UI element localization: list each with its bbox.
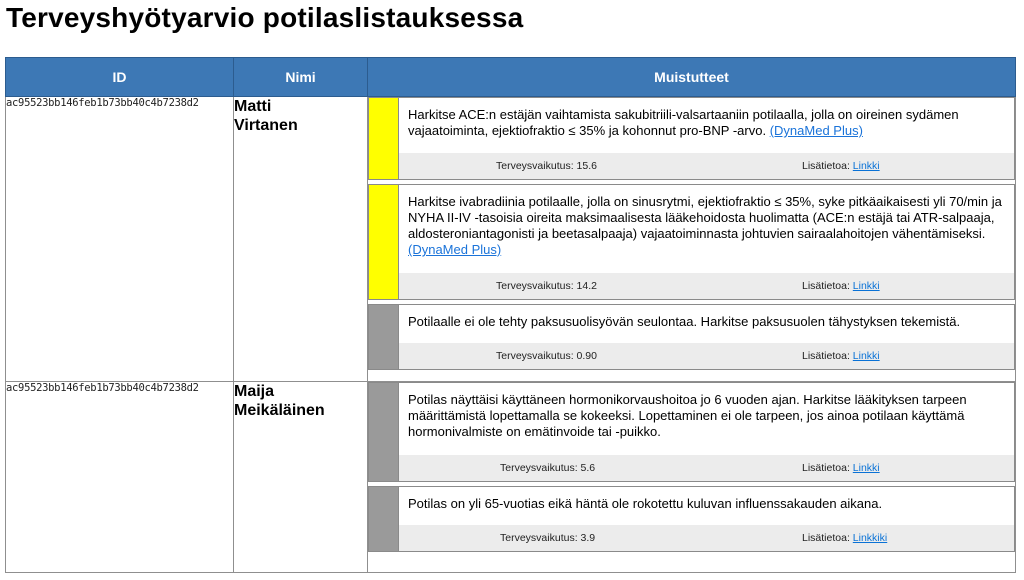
table-row <box>6 97 1016 382</box>
info-label <box>802 350 880 362</box>
patient-last-name: Virtanen <box>234 117 298 134</box>
info-link[interactable]: Linkki <box>852 462 880 474</box>
source-link[interactable]: (DynaMed Plus) <box>769 123 863 138</box>
patient-first-name: Matti <box>234 98 272 115</box>
priority-bar <box>369 185 399 299</box>
info-label <box>802 280 880 292</box>
page-title: Terveyshyötyarvio potilaslistauksessa <box>6 2 524 33</box>
info-label-text: Lisätietoa: <box>802 462 850 474</box>
info-link[interactable]: Linkki <box>852 350 880 362</box>
header-id: ID <box>6 58 234 97</box>
header-notes: Muistutteet <box>368 58 1016 97</box>
info-label-text: Lisätietoa: <box>802 160 850 172</box>
reminder-card <box>368 304 1015 370</box>
health-impact: Terveysvaikutus: 3.9 <box>500 532 596 544</box>
source-link[interactable]: (DynaMed Plus) <box>408 242 502 257</box>
header-name: Nimi <box>234 58 368 97</box>
reminder-body: Harkitse ACE:n estäjän vaihtamista sakubitriili-valsartaaniin potilaalla, jolla on oireinen sydämen vajaatoiminta, ejektiofraktio ≤ 35% ja kohonnut pro-BNP -arvo. <box>408 107 959 138</box>
reminder-card <box>368 97 1015 180</box>
patient-name <box>234 97 368 382</box>
priority-bar <box>369 98 399 179</box>
patient-id: ac95523bb146feb1b73bb40c4b7238d2 <box>6 97 234 382</box>
health-impact: Terveysvaikutus: 0.90 <box>496 350 597 362</box>
patient-last-name: Meikäläinen <box>234 402 325 419</box>
patient-id: ac95523bb146feb1b73bb40c4b7238d2 <box>6 382 234 573</box>
info-label <box>802 532 887 544</box>
info-label-text: Lisätietoa: <box>802 532 850 544</box>
table-row <box>6 382 1016 573</box>
table-header-row <box>6 58 1016 97</box>
reminder-card <box>368 184 1015 300</box>
reminder-footer <box>399 153 1014 179</box>
reminder-text <box>399 487 1014 525</box>
health-impact: Terveysvaikutus: 14.2 <box>496 280 597 292</box>
patient-name <box>234 382 368 573</box>
reminder-body: Potilas on yli 65-vuotias eikä häntä ole rokotettu kuluvan influenssakauden aikana. <box>408 496 883 511</box>
reminder-text <box>399 305 1014 343</box>
reminder-text <box>399 98 1014 153</box>
reminders-cell <box>368 97 1016 382</box>
reminder-card <box>368 382 1015 482</box>
reminder-footer <box>399 343 1014 369</box>
reminder-card <box>368 486 1015 552</box>
info-link[interactable]: Linkki <box>852 160 880 172</box>
reminders-cell <box>368 382 1016 573</box>
reminder-body: Harkitse ivabradiinia potilaalle, jolla on sinusrytmi, ejektiofraktio ≤ 35%, syke pitkäaikaisesti yli 70/min ja NYHA II-IV -tasoisia oireita maksimaalisesta lääkehoidosta huolimatta (ACE:n estäjä tai ATR-salpaaja, aldosteroniantagonisti ja beetasalpaaja) vajaatoiminnasta johtuvien sairaalahoitojen vähentämiseksi. <box>408 194 1002 241</box>
reminder-text <box>399 185 1014 273</box>
reminder-body: Potilas näyttäisi käyttäneen hormonikorvaushoitoa jo 6 vuoden ajan. Harkitse lääkityksen tarpeen määrittämistä lopettamalla se kokeeksi. Lopettaminen ei ole tarpeen, jos ainoa potilaan käyttämä hormonivalmiste on emätinvoide tai -puikko. <box>408 392 967 439</box>
info-link[interactable]: Linkki <box>852 280 880 292</box>
priority-bar <box>369 305 399 369</box>
reminder-footer <box>399 273 1014 299</box>
info-label <box>802 462 880 474</box>
info-label <box>802 160 880 172</box>
priority-bar <box>369 487 399 551</box>
priority-bar <box>369 383 399 481</box>
info-label-text: Lisätietoa: <box>802 350 850 362</box>
patient-table <box>5 57 1016 573</box>
health-impact: Terveysvaikutus: 15.6 <box>496 160 597 172</box>
health-impact: Terveysvaikutus: 5.6 <box>500 462 596 474</box>
reminder-footer <box>399 525 1014 551</box>
reminder-footer <box>399 455 1014 481</box>
info-link[interactable]: Linkkiki <box>852 532 888 544</box>
patient-first-name: Maija <box>234 383 275 400</box>
info-label-text: Lisätietoa: <box>802 280 850 292</box>
reminder-body: Potilaalle ei ole tehty paksusuolisyövän seulontaa. Harkitse paksusuolen tähystyksen tekemistä. <box>408 314 961 329</box>
reminder-text <box>399 383 1014 455</box>
